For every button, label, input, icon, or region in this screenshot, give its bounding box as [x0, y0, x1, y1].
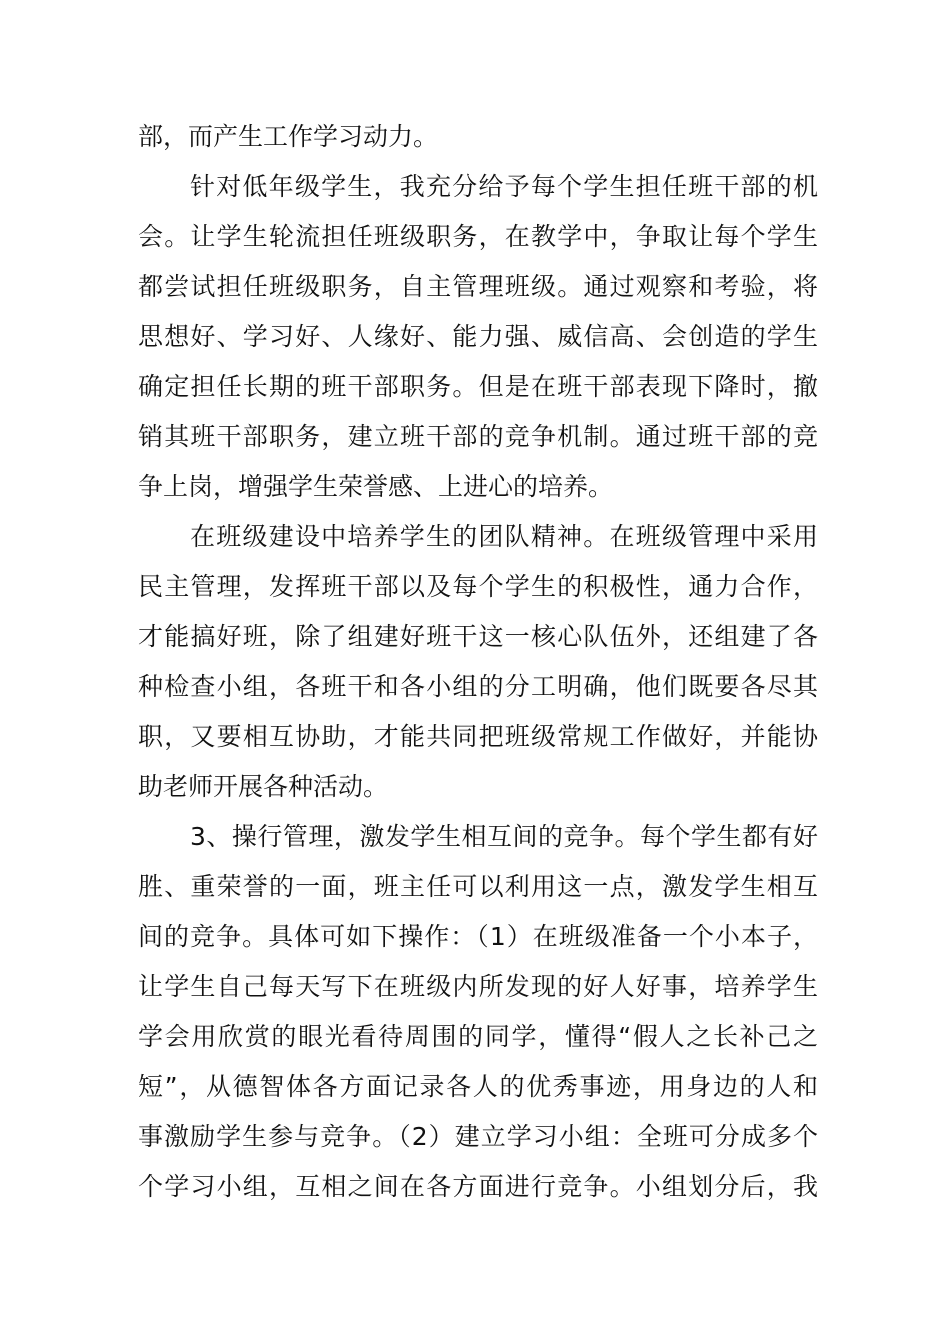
text-line: 确定担任长期的班干部职务。但是在班干部表现下降时，撤 [138, 372, 818, 401]
text-line: 针对低年级学生，我充分给予每个学生担任班干部的机 [190, 172, 818, 201]
text-line: 部，而产生工作学习动力。 [138, 122, 439, 151]
text-line: 思想好、学习好、人缘好、能力强、威信高、会创造的学生 [138, 322, 818, 351]
text-line: 短”，从德智体各方面记录各人的优秀事迹，用身边的人和 [138, 1072, 818, 1101]
text-line: 都尝试担任班级职务，自主管理班级。通过观察和考验，将 [138, 272, 818, 301]
body-text [138, 112, 818, 1212]
text-line: 助老师开展各种活动。 [138, 772, 389, 801]
text-line: 学会用欣赏的眼光看待周围的同学，懂得“假人之长补己之 [138, 1022, 818, 1051]
text-line: 职，又要相互协助，才能共同把班级常规工作做好，并能协 [138, 722, 818, 751]
text-line: 在班级建设中培养学生的团队精神。在班级管理中采用 [190, 522, 818, 551]
text-line: 会。让学生轮流担任班级职务，在教学中，争取让每个学生 [138, 222, 818, 251]
text-line: 个学习小组，互相之间在各方面进行竞争。小组划分后，我 [138, 1172, 818, 1201]
text-line: 胜、重荣誉的一面，班主任可以利用这一点，激发学生相互 [138, 872, 818, 901]
text-line: 事激励学生参与竞争。（2）建立学习小组：全班可分成多个 [138, 1122, 818, 1151]
text-line: 间的竞争。具体可如下操作：（1）在班级准备一个小本子， [138, 922, 818, 951]
text-line: 争上岗，增强学生荣誉感、上进心的培养。 [138, 472, 614, 501]
text-line: 种检查小组，各班干和各小组的分工明确，他们既要各尽其 [138, 672, 818, 701]
text-line: 让学生自己每天写下在班级内所发现的好人好事，培养学生 [138, 972, 818, 1001]
text-line: 才能搞好班，除了组建好班干这一核心队伍外，还组建了各 [138, 622, 818, 651]
text-line: 民主管理，发挥班干部以及每个学生的积极性，通力合作， [138, 572, 818, 601]
text-line: 3、操行管理，激发学生相互间的竞争。每个学生都有好 [190, 822, 818, 851]
text-line: 销其班干部职务，建立班干部的竞争机制。通过班干部的竞 [138, 422, 818, 451]
